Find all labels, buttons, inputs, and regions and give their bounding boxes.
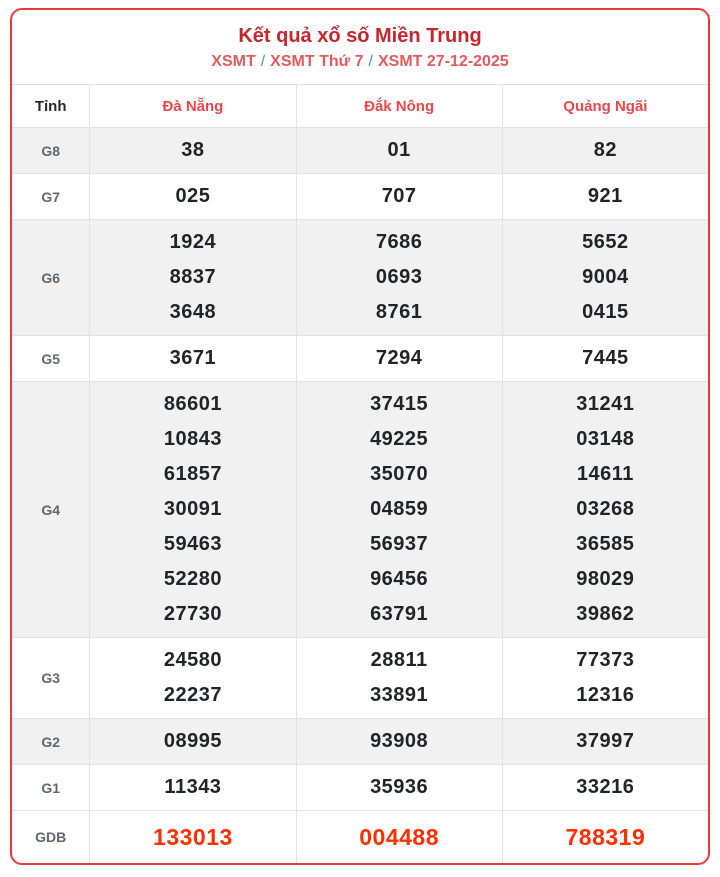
result-number: 9004: [582, 266, 629, 288]
result-number: 82: [593, 139, 617, 161]
result-number: 10843: [163, 428, 222, 450]
result-number: 30091: [163, 498, 222, 520]
results-table: [12, 84, 708, 863]
result-number: 03268: [576, 498, 635, 520]
result-cell-g8-1: [296, 128, 502, 174]
result-number: 22237: [163, 684, 222, 706]
result-number: 35070: [370, 463, 429, 485]
result-number: 37997: [576, 730, 635, 752]
result-number: 33891: [370, 684, 429, 706]
result-number: 77373: [576, 649, 635, 671]
result-number: 5652: [582, 231, 629, 253]
result-number: 39862: [576, 603, 635, 625]
result-number: 921: [587, 185, 623, 207]
result-cell-g7-0: [90, 174, 296, 220]
table-header-row: [12, 85, 708, 128]
result-cell-g3-1: [296, 638, 502, 719]
result-number: 133013: [153, 824, 233, 850]
result-number: 24580: [163, 649, 222, 671]
column-header-quang-ngai: Quảng Ngãi: [502, 85, 708, 128]
breadcrumb-link-xsmt[interactable]: XSMT: [211, 53, 256, 70]
prize-label: G7: [12, 174, 90, 220]
result-cell-g7-1: [296, 174, 502, 220]
result-number: 27730: [163, 603, 222, 625]
prize-label: G1: [12, 765, 90, 811]
result-cell-g6-0: [90, 220, 296, 336]
breadcrumb-separator: /: [260, 53, 266, 70]
prize-row-g8: [12, 128, 708, 174]
result-number: 7294: [375, 347, 423, 369]
result-number: 3648: [169, 301, 217, 323]
result-cell-g5-1: [296, 336, 502, 382]
prize-label: GDB: [12, 811, 90, 864]
prize-row-g7: [12, 174, 708, 220]
result-cell-g3-0: [90, 638, 296, 719]
result-cell-g7-2: [502, 174, 708, 220]
result-number: 8761: [375, 301, 423, 323]
result-cell-g4-0: [90, 382, 296, 638]
result-number: 37415: [370, 393, 429, 415]
result-number: 788319: [565, 824, 646, 850]
prize-label: G2: [12, 719, 90, 765]
result-number: 56937: [370, 533, 429, 555]
result-number: 96456: [370, 568, 429, 590]
result-cell-gdb-0: [90, 811, 296, 864]
result-cell-g1-1: [296, 765, 502, 811]
result-number: 707: [381, 185, 417, 207]
prize-row-g1: [12, 765, 708, 811]
result-number: 63791: [370, 603, 429, 625]
prize-label: G6: [12, 220, 90, 336]
result-cell-g2-0: [90, 719, 296, 765]
prize-label: G5: [12, 336, 90, 382]
result-cell-g8-2: [502, 128, 708, 174]
result-number: 7445: [582, 347, 629, 369]
result-number: 025: [175, 185, 211, 207]
breadcrumb-separator: /: [368, 53, 373, 70]
lottery-result-card: [10, 8, 710, 865]
result-number: 59463: [163, 533, 222, 555]
result-number: 61857: [163, 463, 222, 485]
result-number: 35936: [370, 776, 429, 798]
result-number: 04859: [370, 498, 429, 520]
result-cell-g2-1: [296, 719, 502, 765]
prize-label: G3: [12, 638, 90, 719]
prize-row-g3: [12, 638, 708, 719]
result-number: 49225: [370, 428, 429, 450]
result-number: 38: [181, 139, 205, 161]
result-number: 11343: [164, 776, 222, 798]
result-cell-g3-2: [502, 638, 708, 719]
result-cell-g6-2: [502, 220, 708, 336]
result-number: 93908: [370, 730, 429, 752]
result-number: 1924: [169, 231, 217, 253]
column-header-dak-nong: Đắk Nông: [296, 85, 502, 128]
result-number: 33216: [576, 776, 635, 798]
prize-row-g2: [12, 719, 708, 765]
result-cell-g4-1: [296, 382, 502, 638]
result-cell-g5-2: [502, 336, 708, 382]
prize-label: G4: [12, 382, 90, 638]
result-number: 01: [387, 139, 411, 161]
result-cell-g6-1: [296, 220, 502, 336]
breadcrumb-link-xsmt-thu-7[interactable]: XSMT Thứ 7: [270, 53, 364, 70]
result-cell-gdb-1: [296, 811, 502, 864]
result-number: 3671: [169, 347, 217, 369]
prize-row-g4: [12, 382, 708, 638]
result-number: 03148: [576, 428, 635, 450]
result-number: 7686: [375, 231, 423, 253]
column-header-province: Tỉnh: [12, 85, 90, 128]
result-number: 28811: [370, 649, 428, 671]
prize-row-gdb: [12, 811, 708, 864]
result-number: 98029: [576, 568, 635, 590]
result-number: 0415: [582, 301, 629, 323]
result-cell-g8-0: [90, 128, 296, 174]
result-number: 08995: [163, 730, 222, 752]
result-number: 36585: [576, 533, 635, 555]
result-cell-g2-2: [502, 719, 708, 765]
result-cell-g1-0: [90, 765, 296, 811]
prize-row-g5: [12, 336, 708, 382]
page-title: Kết quả xổ số Miền Trung: [238, 25, 482, 47]
result-number: 0693: [375, 266, 423, 288]
result-number: 52280: [163, 568, 222, 590]
breadcrumb: [12, 53, 708, 71]
result-number: 004488: [359, 824, 439, 850]
result-cell-gdb-2: [502, 811, 708, 864]
result-cell-g4-2: [502, 382, 708, 638]
column-header-da-nang: Đà Nẵng: [90, 85, 296, 128]
result-number: 86601: [163, 393, 222, 415]
prize-label: G8: [12, 128, 90, 174]
result-number: 14611: [576, 463, 634, 485]
prize-row-g6: [12, 220, 708, 336]
result-number: 31241: [576, 393, 635, 415]
result-cell-g1-2: [502, 765, 708, 811]
result-cell-g5-0: [90, 336, 296, 382]
result-number: 8837: [169, 266, 217, 288]
breadcrumb-link-xsmt-date[interactable]: XSMT 27-12-2025: [378, 53, 509, 70]
result-number: 12316: [576, 684, 635, 706]
